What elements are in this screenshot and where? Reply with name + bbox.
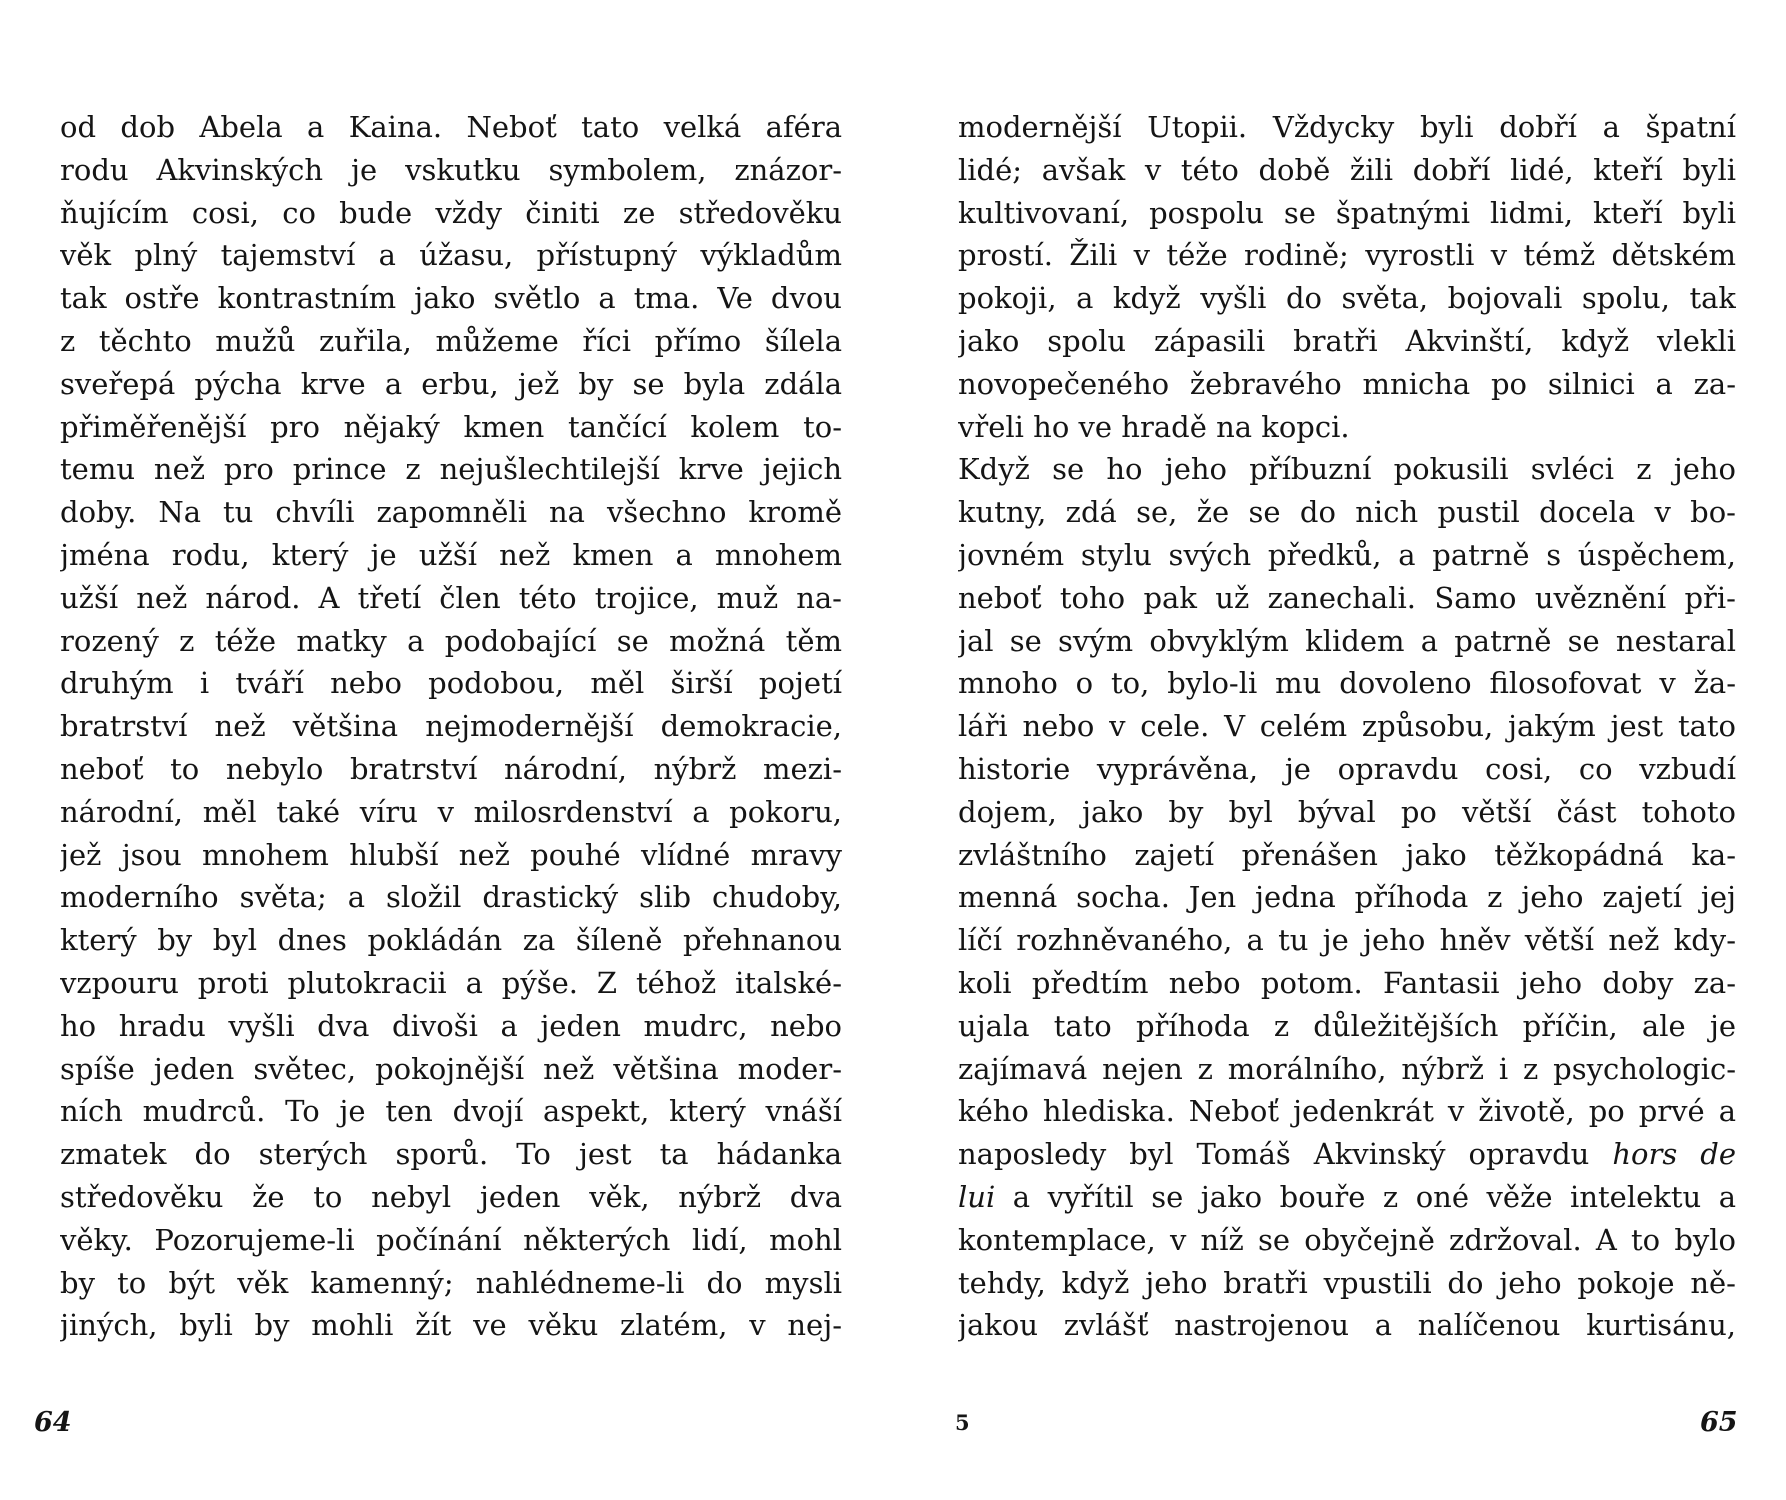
text-line: neboť toho pak už zanechali. Samo uvěznění při-: [958, 580, 1736, 615]
text-line: jal se svým obvyklým klidem a patrně se nestaral: [958, 623, 1736, 658]
text-line: druhým i tváří nebo podobou, měl širší pojetí: [60, 666, 842, 701]
italic-word: lui: [958, 1179, 996, 1214]
text-line: lidé; avšak v této době žili dobří lidé, kteří byli: [958, 152, 1736, 187]
text-line: pokoji, a když vyšli do světa, bojovali spolu, tak: [958, 281, 1736, 316]
text-line: zmatek do sterých sporů. To jest ta hádanka: [60, 1137, 842, 1172]
text-line: ních mudrců. To je ten dvojí aspekt, který vnáší: [60, 1094, 842, 1129]
text-line: ňujícím cosi, co bude vždy činiti ze středověku: [60, 195, 842, 230]
text-line: dojem, jako by byl býval po větší část tohoto: [958, 794, 1736, 829]
text-line: kého hlediska. Neboť jedenkrát v životě, po prvé a: [958, 1094, 1736, 1129]
text-line: od dob Abela a Kaina. Neboť tato velká aféra: [60, 110, 842, 144]
text-line: kultivovaní, pospolu se špatnými lidmi, kteří byli: [958, 195, 1736, 230]
text-line: novopečeného žebravého mnicha po silnici a za-: [958, 366, 1736, 401]
text-line: který by byl dnes pokládán za šíleně přehnanou: [60, 923, 842, 958]
text-line: z těchto mužů zuřila, můžeme říci přímo šílela: [60, 323, 842, 358]
text-line: rozený z téže matky a podobající se možná těm: [60, 623, 842, 658]
text-line: spíše jeden světec, pokojnější než většina moder-: [60, 1051, 842, 1086]
paragraph-end-line: vřeli ho ve hradě na kopci.: [958, 409, 1350, 444]
text-line: modernější Utopii. Vždycky byli dobří a špatní: [958, 110, 1736, 144]
text-line: vzpouru proti plutokracii a pýše. Z téhož italské-: [60, 965, 842, 1000]
signature-mark: 5: [955, 1410, 970, 1435]
text-line: mnoho o to, bylo-li mu dovoleno filosofovat v ža-: [958, 666, 1736, 701]
text-line: jovném stylu svých předků, a patrně s úspěchem,: [958, 537, 1736, 572]
text-line: historie vyprávěna, je opravdu cosi, co vzbudí: [958, 751, 1736, 786]
text-line: tehdy, když jeho bratři vpustili do jeho pokoje ně-: [958, 1265, 1736, 1300]
right-page: [958, 106, 1736, 1347]
text-line: kutny, zdá se, že se do nich pustil docela v bo-: [958, 495, 1736, 530]
text-line: jež jsou mnohem hlubší než pouhé vlídné mravy: [60, 837, 842, 872]
text-line: menná socha. Jen jedna příhoda z jeho zajetí jej: [958, 880, 1736, 915]
text-line: láři nebo v cele. V celém způsobu, jakým jest tato: [958, 709, 1736, 744]
text-line: jména rodu, který je užší než kmen a mnohem: [60, 537, 842, 572]
text-line: jiných, byli by mohli žít ve věku zlatém, v nej-: [60, 1308, 842, 1343]
text-line: doby. Na tu chvíli zapomněli na všechno kromě: [60, 495, 842, 530]
text-line: sveřepá pýcha krve a erbu, jež by se byla zdála: [60, 366, 842, 401]
left-page: [60, 106, 842, 1347]
text-line: věky. Pozorujeme-li počínání některých lidí, mohl: [60, 1222, 842, 1257]
text-line: bratrství než většina nejmodernější demokracie,: [60, 709, 842, 744]
line-text: a vyřítil se jako bouře z oné věže intelektu a: [995, 1179, 1736, 1214]
text-line: moderního světa; a složil drastický slib chudoby,: [60, 880, 842, 915]
text-line: neboť to nebylo bratrství národní, nýbrž mezi-: [60, 751, 842, 786]
text-line: Když se ho jeho příbuzní pokusili svléci z jeho: [958, 452, 1736, 487]
text-line: věk plný tajemství a úžasu, přístupný výkladům: [60, 238, 842, 273]
page-number-right: 65: [1700, 1407, 1738, 1438]
text-line: temu než pro prince z nejušlechtilejší krve jejich: [60, 452, 842, 487]
text-line: středověku že to nebyl jeden věk, nýbrž dva: [60, 1179, 842, 1214]
text-line: kontemplace, v níž se obyčejně zdržoval. A to bylo: [958, 1222, 1736, 1257]
page-number-left: 64: [34, 1407, 72, 1438]
text-line: zvláštního zajetí přenášen jako těžkopádná ka-: [958, 837, 1736, 872]
text-line: jako spolu zápasili bratři Akvinští, když vlekli: [958, 323, 1736, 358]
text-line: [958, 1133, 1736, 1176]
text-line: užší než národ. A třetí člen této trojice, muž na-: [60, 580, 842, 615]
italic-phrase: hors de: [1612, 1137, 1736, 1172]
text-line: přiměřenější pro nějaký kmen tančící kolem to-: [60, 409, 842, 444]
text-line: tak ostře kontrastním jako světlo a tma. Ve dvou: [60, 281, 842, 316]
text-line: jakou zvlášť nastrojenou a nalíčenou kurtisánu,: [958, 1308, 1736, 1343]
text-line: ho hradu vyšli dva divoši a jeden mudrc, nebo: [60, 1008, 842, 1043]
text-line: koli předtím nebo potom. Fantasii jeho doby za-: [958, 965, 1736, 1000]
text-line: zajímavá nejen z morálního, nýbrž i z psychologic-: [958, 1051, 1736, 1086]
text-line: líčí rozhněvaného, a tu je jeho hněv větší než kdy-: [958, 923, 1736, 958]
text-line: by to být věk kamenný; nahlédneme-li do mysli: [60, 1265, 842, 1300]
text-line: prostí. Žili v téže rodině; vyrostli v témž dětském: [958, 238, 1736, 273]
text-line: ujala tato příhoda z důležitějších příčin, ale je: [958, 1008, 1736, 1043]
line-text: naposledy byl Tomáš Akvinský opravdu: [958, 1137, 1590, 1172]
text-line: národní, měl také víru v milosrdenství a pokoru,: [60, 794, 842, 829]
text-line: [958, 1176, 1736, 1219]
text-line: rodu Akvinských je vskutku symbolem, znázor-: [60, 152, 842, 187]
